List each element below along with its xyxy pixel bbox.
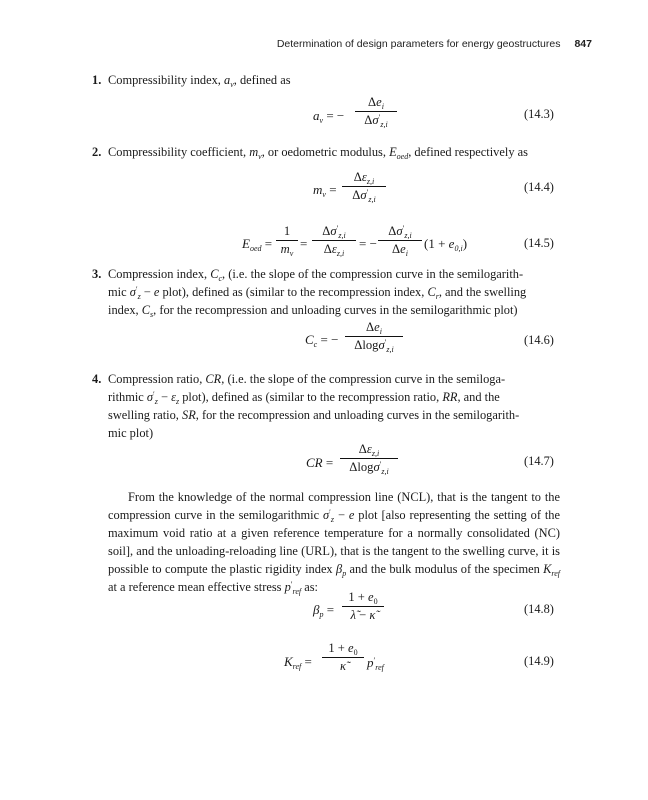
item-number: 3. [92,267,102,281]
eq-14-3-fraction: $\Delta e_i$ $\Delta\sigma'_{z,i}$ [355,95,397,128]
eq-14-7-fraction: $\Delta\varepsilon_{z,i}$ Δlogσ′$_{z,i}$ [340,442,398,475]
eq-14-9-factor: $p'_{ref}$ [367,655,384,672]
eq-14-6-lhs: $C_c$ = − [305,332,339,349]
item-number: 2. [92,145,102,159]
item-text: Compression index, $C_c$, (i.e. the slope of the compression curve in the semilogarith- mic $\sigma'_z - e$ plot), defined as (similar to the recompression index, $C_r$, and the swelling index, $C_s$, for the recompression and unloading curves in the semilogarithmic plot) [108,267,527,319]
equals-sign: = [300,236,308,251]
equation-number: (14.7) [524,454,554,468]
equation-number: (14.9) [524,654,554,668]
equation-number: (14.5) [524,236,554,250]
eq-14-5-factor: $(1 + e_{0,i})$ [424,236,468,253]
eq-14-4-lhs: $m_v$ = [313,182,337,199]
eq-14-4-fraction: $\Delta\varepsilon_{z,i}$ $\Delta\sigma'_{z,i}$ [342,170,386,203]
page-number: 847 [574,38,592,50]
list-item-2 [92,143,560,161]
list-item-3 [92,265,560,319]
eq-14-5-fraction-2: $\Delta\sigma'_{z,i}$ $\Delta\varepsilon_{z,i}$ [312,224,356,257]
item-text: Compressibility coefficient, $m_v$, or oedometric modulus, $E_{oed}$, defined respectively as [108,145,528,161]
equation-number: (14.8) [524,602,554,616]
equation-number: (14.4) [524,180,554,194]
body-paragraph: From the knowledge of the normal compression line (NCL), that is the tangent to the compression curve in the semilogarithmic $\sigma'_z - e$ plot [also representing the setting of the maximum void ratio at a given reference temperature for a normally consolidated (NC) soil], and the unloading-reloading line (URL), that is the tangent to the swelling curve, it is possible to compute the plastic rigidity index $\beta_p$ and the bulk modulus of the specimen $K_{ref}$ at a reference mean effective stress $p'_{ref}$ as: [108,490,561,596]
eq-14-7-lhs: CR = [306,455,334,470]
eq-14-3-lhs: $a_v$ = − [313,108,345,125]
list-item-4 [92,370,560,442]
item-number: 4. [92,372,102,386]
eq-14-5-lhs: $E_{oed}$ = [242,236,273,253]
eq-14-6-fraction: $\Delta e_i$ Δlogσ′$_{z,i}$ [345,320,403,353]
equals-minus: = − [359,236,377,251]
item-text: Compression ratio, CR, (i.e. the slope of the compression curve in the semiloga- rithmic $\sigma'_z - \varepsilon_z$ plot), defined as (similar to the recompression ratio, RR, and the swelling ratio, SR, for the recompression and unloading curves in the semilogarith- mic plot) [108,372,520,440]
eq-14-9-fraction: $1 + e_0$ κ̃ [322,641,364,674]
eq-14-9-lhs: $K_{ref}$ = [284,654,312,671]
item-number: 1. [92,73,102,87]
eq-14-8-lhs: $\beta_p$ = [313,602,335,619]
equation-number: (14.6) [524,333,554,347]
eq-14-5-fraction-1: 1 $m_v$ [276,224,298,257]
list-item-1 [92,71,560,89]
running-title: Determination of design parameters for energy geostructures [276,38,561,50]
running-header [277,38,592,50]
item-text: Compressibility index, $a_v$, defined as [108,73,291,89]
eq-14-5-fraction-3: $\Delta\sigma'_{z,i}$ $\Delta e_i$ [378,224,422,257]
eq-14-8-fraction: $1 + e_0$ λ̃ − κ̃ [342,590,384,623]
equation-number: (14.3) [524,107,554,121]
